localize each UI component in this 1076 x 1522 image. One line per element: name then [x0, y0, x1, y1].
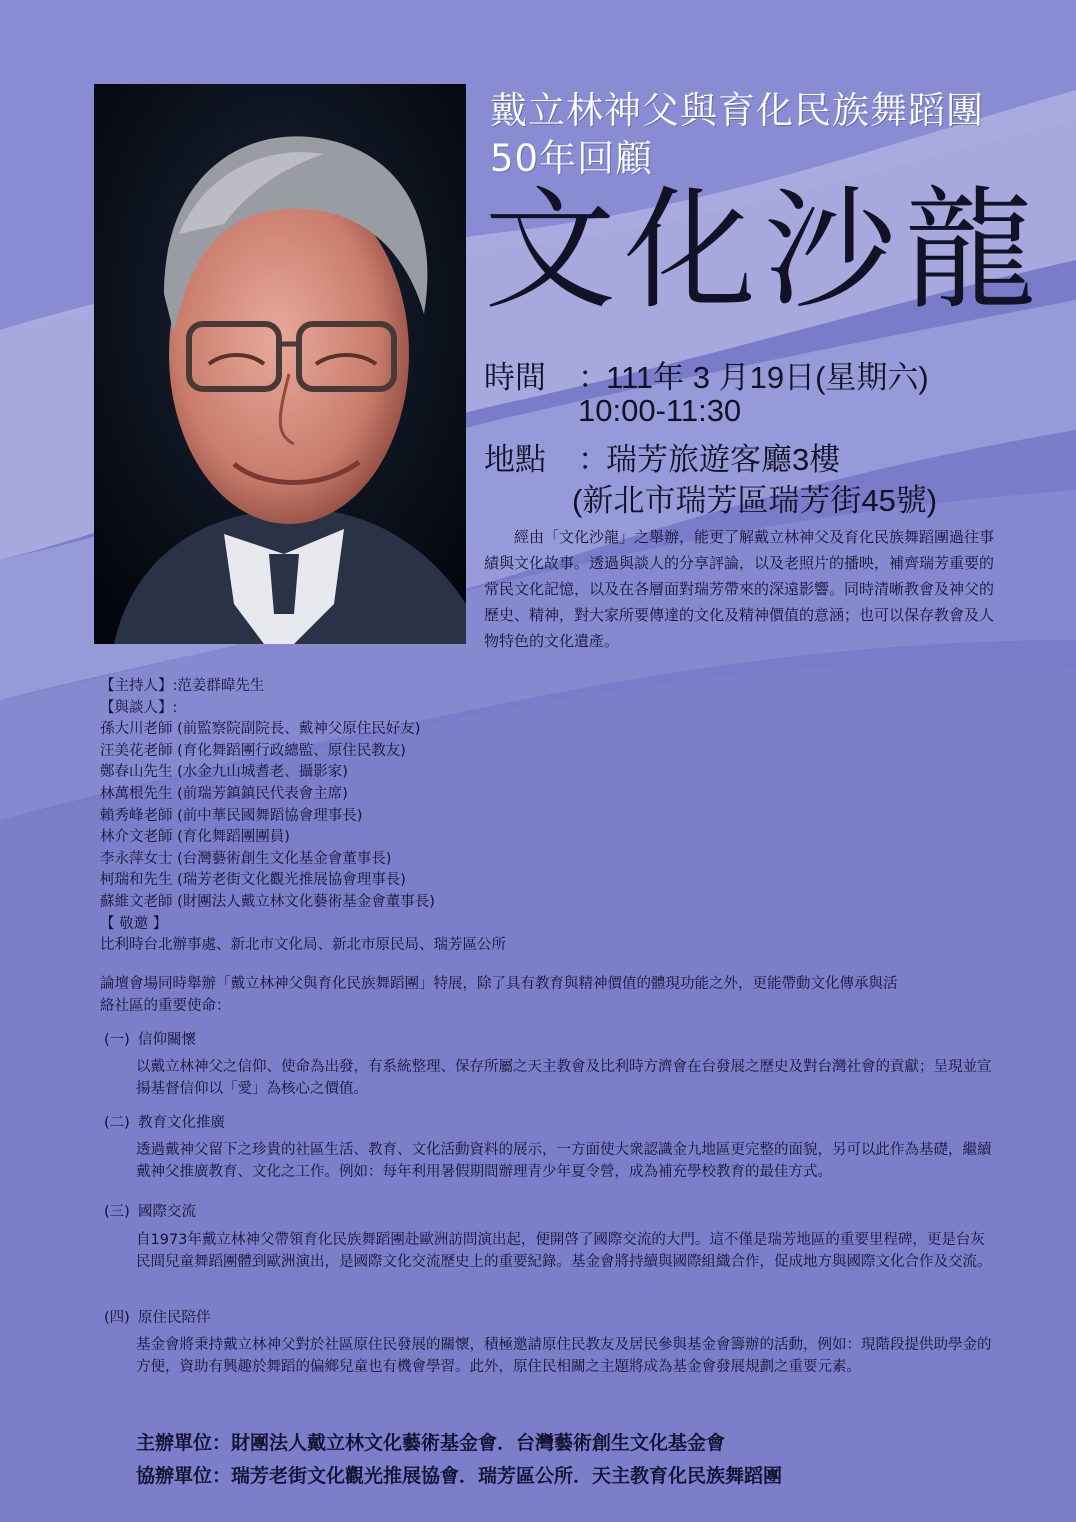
panel-label: 【與談人】:	[100, 699, 178, 716]
panelist-row	[100, 827, 506, 849]
section-body: 自1973年戴立林神父帶領育化民族舞蹈團赴歐洲訪問演出起，便開啓了國際交流的大門。這不僅是瑞芳地區的重要里程碑，更是台灰民間兒童舞蹈團體到歐洲演出，是國際文化交流歷史上的重要紀錄。基金會將持續與國際組織合作，促成地方與國際文化合作及交流。	[136, 1232, 992, 1270]
invited-list: 比利時台北辦事處、新北市文化局、新北市原民局、瑞芳區公所	[100, 937, 506, 954]
panelist-row	[100, 892, 506, 914]
event-time: 10:00-11:30	[578, 393, 742, 428]
people-list	[100, 676, 506, 957]
panelist-role: (財團法人戴立林文化藝術基金會董事長)	[177, 893, 435, 910]
host-label: 【主持人】:	[100, 678, 178, 694]
section-heading	[104, 1306, 211, 1327]
place-label: 地點	[484, 442, 546, 477]
panelist-role: (育化舞蹈團團員)	[177, 829, 290, 846]
place-colon: ：	[578, 442, 609, 477]
panelist-name: 蘇維文老師	[100, 893, 173, 910]
panelist-role: (前中華民國舞蹈協會理事長)	[177, 807, 363, 824]
panelist-role: (前監察院副院長、戴神父原住民好友)	[177, 721, 421, 738]
event-address: (新北市瑞芳區瑞芳街45號)	[572, 483, 938, 518]
portrait-photo	[94, 84, 466, 644]
panelist-row	[100, 784, 506, 806]
section-title: 國際交流	[138, 1204, 196, 1220]
panelist-row	[100, 806, 506, 828]
section-heading	[104, 1200, 196, 1221]
panelist-name: 林萬根先生	[100, 785, 173, 802]
panelist-name: 李永萍女士	[100, 850, 173, 867]
section-number: (四)	[104, 1310, 130, 1326]
section-body: 基金會將秉持戴立林神父對於社區原住民發展的關懷，積極邀請原住民教友及居民參與基金會籌辦的活動，例如：現階段提供助學金的方便，資助有興趣於舞蹈的偏鄉兒童也有機會學習。此外，原住民相關之主題將成為基金會發展規劃之重要元素。	[136, 1337, 992, 1375]
main-title: 文化沙龍	[484, 174, 1044, 328]
panelist-row	[100, 849, 506, 871]
co-organizers: 協辦單位：瑞芳老街文化觀光推展協會．瑞芳區公所．天主教育化民族舞蹈團	[136, 1465, 783, 1487]
time-row	[484, 352, 929, 397]
panelist-name: 汪美花老師	[100, 742, 173, 759]
section-number: (二)	[104, 1115, 130, 1131]
subtitle-line-1: 戴立林神父與育化民族舞蹈團	[490, 89, 984, 132]
intro-paragraph: 經由「文化沙龍」之舉辦，能更了解戴立林神父及育化民族舞蹈團過往事績與文化故事。透過與談人的分享評論，以及老照片的播映，補齊瑞芳重要的常民文化記憶，以及在各層面對瑞芳帶來的深遠影響。同時清晰教會及神父的歷史、精神，對大家所要傳達的文化及精神價值的意涵；也可以保存教會及人物特色的文化遺產。	[484, 528, 995, 650]
panelist-row	[100, 762, 506, 784]
panelist-name: 林介文老師	[100, 829, 173, 846]
host-organizers: 主辦單位：財團法人戴立林文化藝術基金會．台灣藝術創生文化基金會	[136, 1432, 726, 1454]
section-heading	[104, 1111, 225, 1132]
forum-paragraph: 論壇會場同時舉辦「戴立林神父與育化民族舞蹈團」特展，除了具有教育與精神價值的體現功能之外，更能帶動文化傳承與活絡社區的重要使命：	[100, 976, 898, 1014]
section-number: (一)	[104, 1032, 130, 1048]
panelist-name: 鄭春山先生	[100, 764, 173, 781]
subtitle-line-2: 50年回顧	[490, 137, 654, 180]
event-place: 瑞芳旅遊客廳3樓	[606, 442, 841, 477]
panelist-role: (瑞芳老街文化觀光推展協會理事長)	[177, 872, 406, 889]
invite-label: 【 敬邀 】	[100, 915, 168, 932]
section-number: (三)	[104, 1204, 130, 1220]
time-colon: ：	[578, 360, 609, 395]
time-label: 時間	[484, 360, 546, 395]
host-name: 范姜群暐先生	[177, 678, 265, 694]
panelist-row	[100, 741, 506, 763]
section-heading	[104, 1028, 196, 1049]
panelist-role: (台灣藝術創生文化基金會董事長)	[177, 850, 392, 867]
section-title: 信仰關懷	[138, 1032, 196, 1048]
place-row	[484, 434, 840, 479]
section-title: 原住民陪伴	[138, 1310, 211, 1326]
panelist-role: (前瑞芳鎮鎮民代表會主席)	[177, 785, 348, 802]
event-date: 111年 3 月19日(星期六)	[606, 360, 929, 395]
section-body: 以戴立林神父之信仰、使命為出發，有系統整理、保存所屬之天主教會及比利時方濟會在台發展之歷史及對台灣社會的貢獻；呈現並宣揚基督信仰以「愛」為核心之價值。	[136, 1059, 992, 1097]
section-body: 透過戴神父留下之珍貴的社區生活、教育、文化活動資料的展示，一方面使大衆認識金九地區更完整的面貌，另可以此作為基礎，繼續戴神父推廣教育、文化之工作。例如：每年利用暑假期間辦理青少年夏令營，成為補充學校教育的最佳方式。	[136, 1142, 992, 1180]
panelist-name: 孫大川老師	[100, 721, 173, 738]
panelist-name: 柯瑞和先生	[100, 872, 173, 889]
section-title: 教育文化推廣	[138, 1115, 225, 1131]
panelist-row	[100, 870, 506, 892]
panelist-row	[100, 719, 506, 741]
panelist-name: 賴秀峰老師	[100, 807, 173, 824]
panelist-role: (育化舞蹈團行政總監、原住民教友)	[177, 742, 406, 759]
panelist-role: (水金九山城耆老、攝影家)	[177, 764, 348, 781]
host-row	[100, 676, 506, 698]
